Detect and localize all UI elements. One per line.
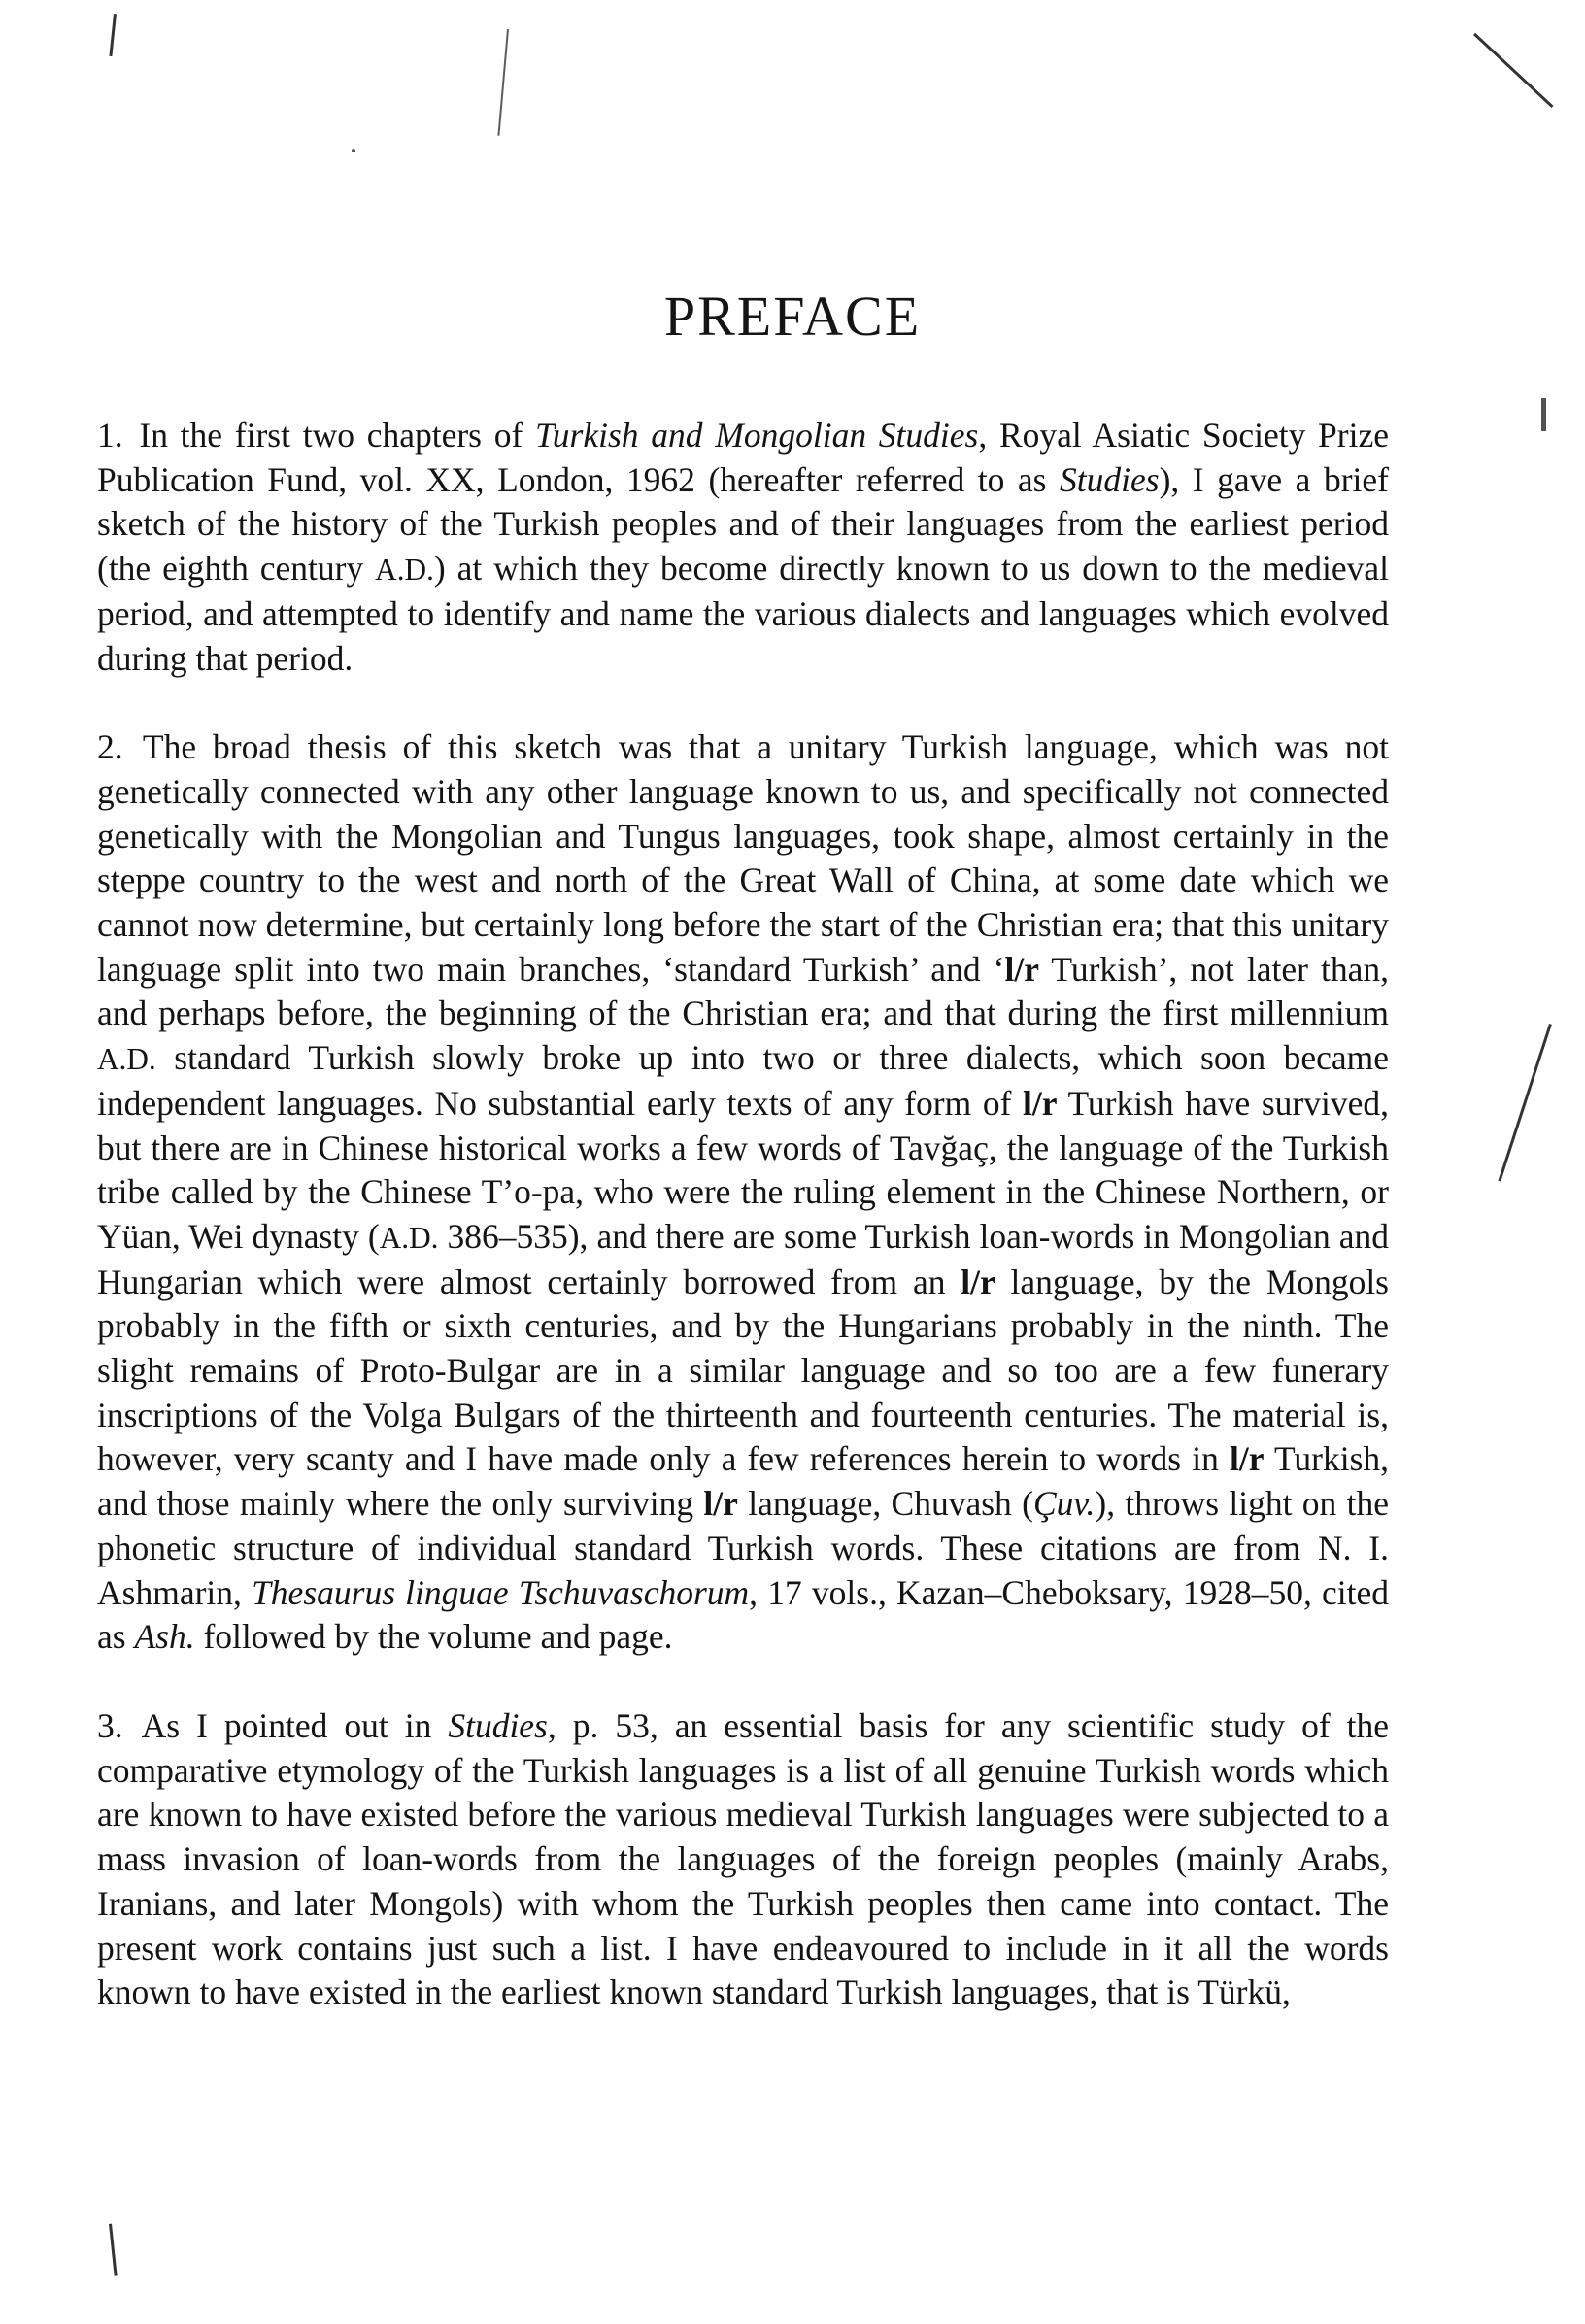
page-title: PREFACE: [663, 285, 922, 348]
italic-run: Studies: [1060, 459, 1160, 499]
text-run: The broad thesis of this sketch was that a unitary Turkish language, which was not genetically connected with any other language known to us, and specifically not connected genetically with the Mongolian and Tungus languages, took shape, almost certainly in the steppe country to the west and north of the Great Wall of China, at some date which we cannot now determine, but certainly long before the start of the Christian era; that this unitary language split into two main branches, ‘standard Turkish’ and ‘: [97, 727, 1390, 989]
paragraph-content: [97, 1706, 1389, 2011]
text-run: followed by the volume and page.: [194, 1617, 673, 1657]
small-caps-run: A.D.: [97, 1042, 156, 1077]
bold-run: l/r: [1229, 1439, 1265, 1479]
text-run: In the first two chapters of: [139, 416, 536, 455]
paragraph-number: 1.: [97, 416, 123, 455]
text-run: , 17 vols., Kazan–Cheboksary, 1928–50, cited as: [97, 1572, 1389, 1657]
bold-run: l/r: [1004, 949, 1039, 989]
italic-run: Turkish and Mongolian Studies: [535, 416, 979, 455]
scan-artifact-mark: [1473, 33, 1553, 108]
body-text: [97, 414, 1389, 2060]
text-run: Turkish, and those mainly where the only surviving: [97, 1439, 1390, 1524]
small-caps-run: A.D.: [379, 1220, 439, 1255]
paragraph-1: [97, 414, 1389, 681]
paragraph-3: [97, 1704, 1389, 2015]
scan-artifact-mark: [497, 29, 509, 136]
italic-run: Ash.: [134, 1617, 195, 1657]
text-run: 386–535), and there are some Turkish loan-words in Mongolian and Hungarian which were almost certainly borrowed from an: [97, 1216, 1389, 1301]
scan-artifact-mark: [109, 2224, 118, 2276]
paragraph-content: [97, 727, 1389, 1656]
scan-artifact-mark: [1541, 398, 1546, 431]
italic-run: Studies: [448, 1705, 548, 1745]
text-run: language, Chuvash (: [737, 1484, 1033, 1524]
bold-run: l/r: [703, 1484, 738, 1524]
paragraph-number: 3.: [97, 1705, 123, 1745]
text-run: , p. 53, an essential basis for any scientific study of the comparative etymology of the Turkish languages is a list of all genuine Turkish words which are known to have existed before the various medieval Turkish languages were subjected to a mass invasion of loan-words from the languages of the foreign peoples (mainly Arabs, Iranians, and later Mongols) with whom the Turkish peoples then came into contact. The present work contains just such a list. I have endeavoured to include in it all the words known to have existed in the earliest known standard Turkish languages, that is Türkü,: [97, 1705, 1389, 2012]
text-run: ), I gave a brief sketch of the history of the Turkish peoples and of their languages from the earliest period (the eighth century: [97, 459, 1389, 589]
text-run: Turkish’, not later than, and perhaps before, the beginning of the Christian era; and that during the first millennium: [97, 949, 1389, 1033]
bold-run: l/r: [1023, 1083, 1058, 1123]
scan-artifact-mark: [1498, 1024, 1551, 1182]
bold-run: l/r: [961, 1262, 995, 1301]
text-run: language, by the Mongols probably in the fifth or sixth centuries, and by the Hungarians probably in the ninth. The slight remains of Proto-Bulgar are in a similar language and so too are a few funerary inscriptions of the Volga Bulgars of the thirteenth and fourteenth centuries. The material is, however, very scanty and I have made only a few references herein to words in: [97, 1262, 1389, 1479]
text-run: ), throws light on the phonetic structure of individual standard Turkish words. These citations are from N. I. Ashmarin,: [97, 1484, 1389, 1612]
italic-run: Çuv.: [1032, 1484, 1096, 1524]
small-caps-run: A.D.: [375, 553, 434, 588]
text-run: , Royal Asiatic Society Prize Publication Fund, vol. XX, London, 1962 (hereafter referred to as: [97, 416, 1389, 499]
scan-artifact-dot: [352, 149, 355, 152]
paragraph-content: [97, 416, 1389, 678]
text-run: standard Turkish slowly broke up into two or three dialects, which soon became independent languages. No substantial early texts of any form of: [97, 1038, 1389, 1123]
paragraph-2: [97, 725, 1389, 1660]
paragraph-number: 2.: [97, 727, 123, 767]
text-run: ) at which they become directly known to us down to the medieval period, and attempted to identify and name the various dialects and languages which evolved during that period.: [97, 549, 1389, 678]
italic-run: Thesaurus linguae Tschuvaschorum: [252, 1572, 750, 1612]
text-run: Turkish have survived, but there are in Chinese historical works a few words of Tavğaç, the language of the Turkish tribe called by the Chinese T’o-pa, who were the ruling element in the Chinese Northern, or Yüan, Wei dynasty (: [97, 1083, 1389, 1256]
text-run: As I pointed out in: [141, 1705, 449, 1745]
scan-artifact-mark: [109, 14, 117, 56]
